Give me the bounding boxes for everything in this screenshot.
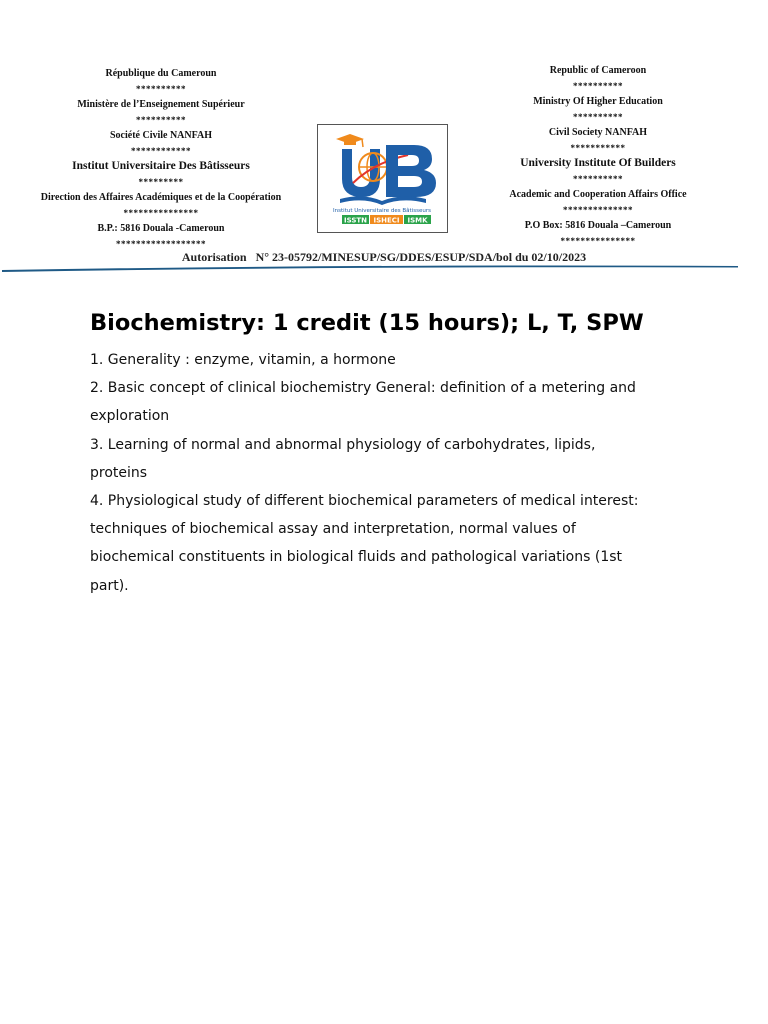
institute-en: University Institute Of Builders: [520, 157, 676, 169]
open-book-icon: [340, 196, 426, 205]
course-item: 1. Generality : enzyme, vitamin, a hormone: [90, 352, 396, 368]
letter-b-shape: [386, 145, 436, 197]
country-en: Republic of Cameroon: [549, 65, 647, 76]
course-item: 2. Basic concept of clinical biochemistry General: definition of a metering and exploration: [90, 380, 636, 425]
postal-box-en: P.O Box: 5816 Douala –Cameroun: [524, 220, 672, 231]
authorization-line: [0, 250, 768, 265]
ministry-en: Ministry Of Higher Education: [533, 96, 663, 107]
postal-box-fr: B.P.: 5816 Douala -Cameroun: [97, 223, 225, 234]
course-title: Biochemistry: 1 credit (15 hours); L, T, SPW: [90, 310, 644, 336]
authorization-label: Autorisation: [181, 250, 247, 264]
header-left-french: [20, 66, 302, 252]
separator-stars: **********: [573, 173, 623, 184]
separator-stars: *********: [138, 176, 184, 187]
separator-stars: ******************: [116, 238, 206, 249]
ministry-fr: Ministère de l’Enseignement Supérieur: [77, 99, 245, 110]
header-divider: [2, 264, 738, 272]
badge-isstn: ISSTN: [343, 216, 368, 225]
separator-stars: ***************: [123, 207, 199, 218]
separator-stars: **********: [136, 83, 186, 94]
institute-fr: Institut Universitaire Des Bâtisseurs: [72, 160, 250, 172]
graduation-cap-band: [344, 140, 356, 145]
authorization-number: N° 23-05792/MINESUP/SG/DDES/ESUP/SDA/bol du 02/10/2023: [255, 250, 587, 264]
course-content: [90, 310, 650, 600]
direction-fr: Direction des Affaires Académiques et de la Coopération: [40, 192, 282, 203]
country-fr: République du Cameroun: [105, 68, 217, 79]
separator-stars: ***************: [560, 235, 636, 246]
header-right-english: [472, 63, 724, 249]
cap-tassel: [362, 139, 363, 147]
separator-stars: **********: [573, 111, 623, 122]
separator-stars: **********: [136, 114, 186, 125]
society-en: Civil Society NANFAH: [548, 127, 648, 138]
divider-line: [2, 266, 738, 273]
separator-stars: ***********: [570, 142, 626, 153]
separator-stars: **********: [573, 80, 623, 91]
course-item: 3. Learning of normal and abnormal physiology of carbohydrates, lipids, proteins: [90, 436, 596, 481]
logo-subtitle: Institut Universitaire des Bâtisseurs: [333, 208, 431, 214]
badge-isheci: ISHECI: [373, 216, 400, 225]
ub-logo-graphic: [318, 125, 447, 232]
course-item: 4. Physiological study of different biochemical parameters of medical interest: techniques of biochemical assay and interpretation, normal values of biochemical constituents in biological fluids and pathological variations (1st part).: [90, 493, 639, 594]
society-fr: Société Civile NANFAH: [109, 130, 212, 141]
separator-stars: ************: [131, 145, 191, 156]
office-en: Academic and Cooperation Affairs Office: [509, 189, 687, 200]
university-logo: [317, 124, 448, 233]
separator-stars: **************: [563, 204, 633, 215]
badge-ismk: ISMK: [407, 216, 428, 225]
